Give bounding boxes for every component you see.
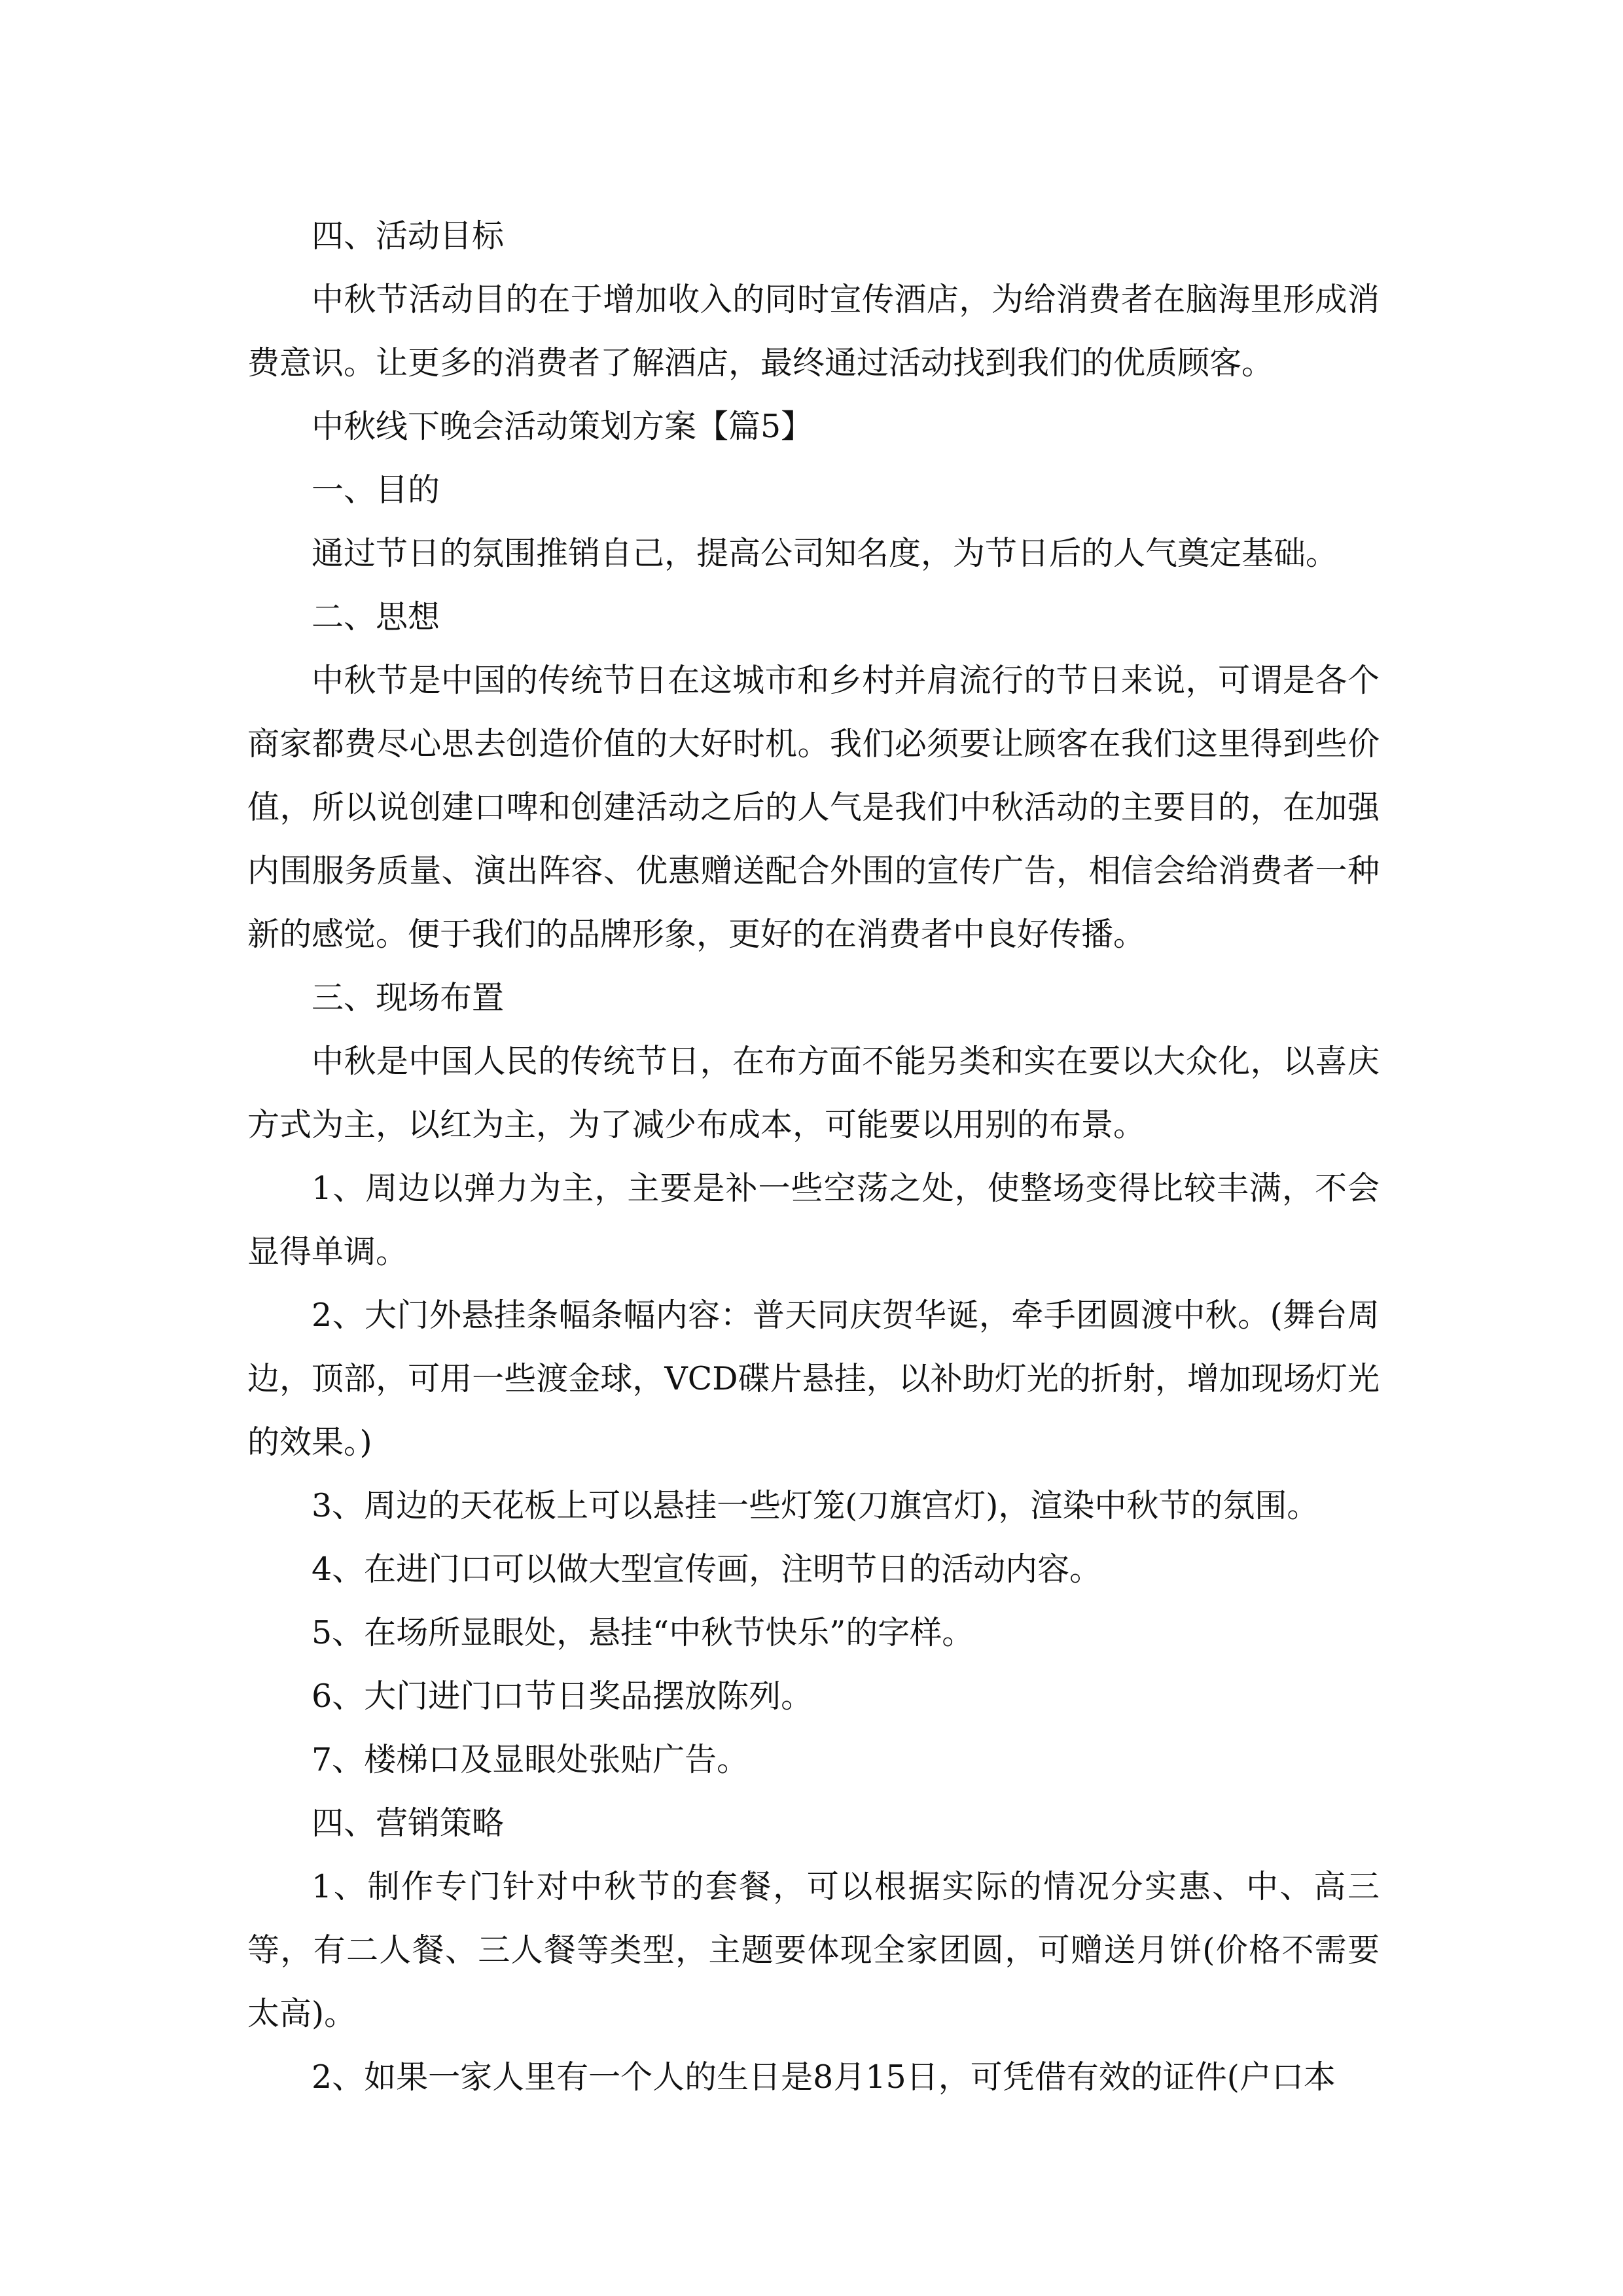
paragraph-purpose: 通过节日的氛围推销自己，提高公司知名度，为节日后的人气奠定基础。 (312, 535, 1338, 572)
paragraph-goal-description: 中秋节活动目的在于增加收入的同时宣传酒店，为给消费者在脑海里形成消费意识。让更多的消费者了解酒店，最终通过活动找到我们的优质顾客。 (247, 281, 1380, 382)
list-item-venue-1: 1、周边以弹力为主，主要是补一些空荡之处，使整场变得比较丰满，不会显得单调。 (247, 1170, 1380, 1270)
section-heading-marketing: 四、营销策略 (312, 1804, 505, 1842)
paragraph-venue-intro: 中秋是中国人民的传统节日，在布方面不能另类和实在要以大众化，以喜庆方式为主，以红为主，为了减少布成本，可能要以用别的布景。 (247, 1043, 1380, 1143)
list-item-venue-2: 2、大门外悬挂条幅条幅内容：普天同庆贺华诞，牵手团圆渡中秋。(舞台周边，顶部，可用一些渡金球，VCD碟片悬挂，以补助灯光的折射，增加现场灯光的效果。) (247, 1297, 1380, 1461)
list-item-venue-4: 4、在进门口可以做大型宣传画，注明节日的活动内容。 (312, 1551, 1102, 1588)
article-title-part-5: 中秋线下晚会活动策划方案【篇5】 (312, 408, 813, 445)
list-item-marketing-2: 2、如果一家人里有一个人的生日是8月15日，可凭借有效的证件(户口本 (312, 2058, 1336, 2096)
list-item-venue-7: 7、楼梯口及显眼处张贴广告。 (312, 1741, 749, 1778)
section-heading-activity-goal: 四、活动目标 (312, 217, 505, 255)
section-heading-idea: 二、思想 (312, 598, 440, 636)
paragraph-idea: 中秋节是中国的传统节日在这城市和乡村并肩流行的节日来说，可谓是各个商家都费尽心思去创造价值的大好时机。我们必须要让顾客在我们这里得到些价值，所以说创建口啤和创建活动之后的人气是我们中秋活动的主要目的，在加强内围服务质量、演出阵容、优惠赠送配合外围的宣传广告，相信会给消费者一种新的感觉。便于我们的品牌形象，更好的在消费者中良好传播。 (247, 662, 1380, 953)
list-item-venue-3: 3、周边的天花板上可以悬挂一些灯笼(刀旗宫灯)，渲染中秋节的氛围。 (312, 1487, 1319, 1524)
section-heading-purpose: 一、目的 (312, 471, 440, 509)
document-body (247, 204, 1380, 2109)
list-item-venue-5: 5、在场所显眼处，悬挂“中秋节快乐”的字样。 (312, 1614, 974, 1651)
list-item-marketing-1: 1、制作专门针对中秋节的套餐，可以根据实际的情况分实惠、中、高三等，有二人餐、三人餐等类型，主题要体现全家团圆，可赠送月饼(价格不需要太高)。 (247, 1868, 1380, 2032)
list-item-venue-6: 6、大门进门口节日奖品摆放陈列。 (312, 1677, 813, 1715)
section-heading-venue-setup: 三、现场布置 (312, 979, 505, 1016)
